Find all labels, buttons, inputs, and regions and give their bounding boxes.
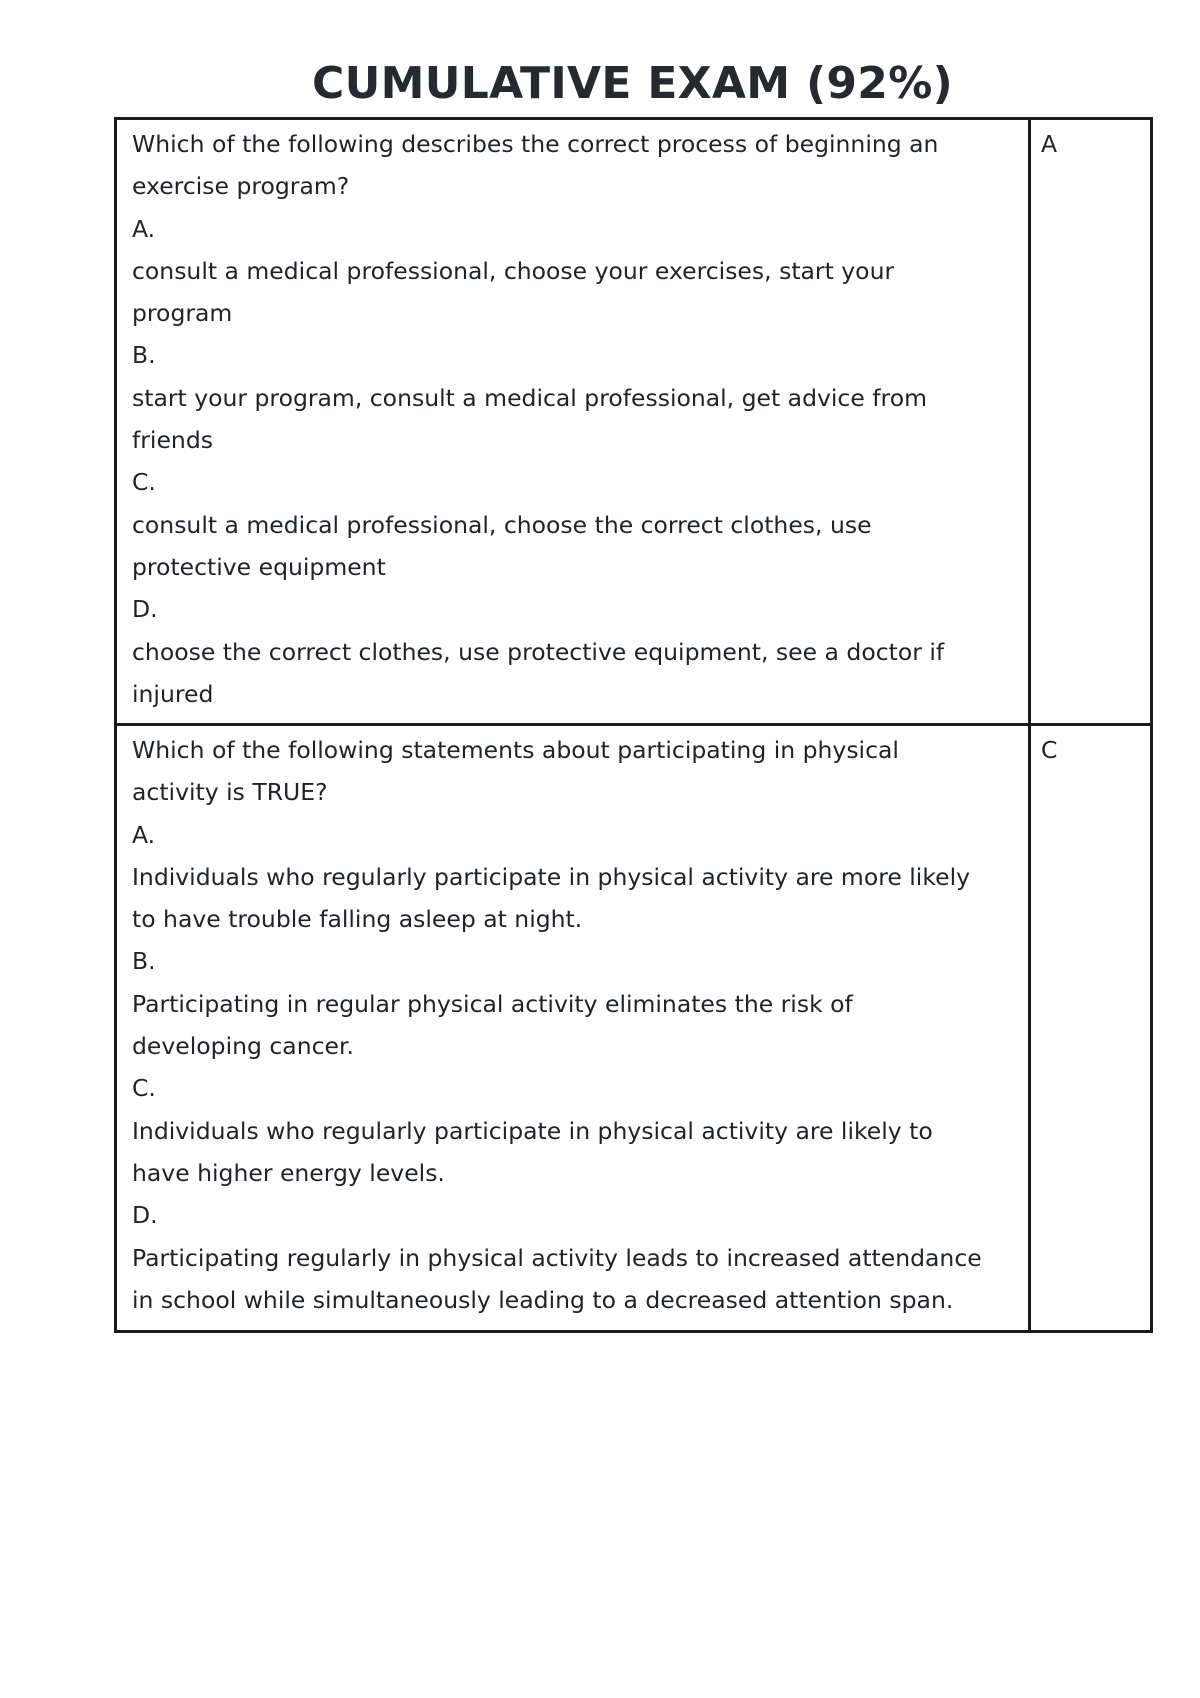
option-text: injured bbox=[132, 679, 214, 708]
option-label: A. bbox=[132, 820, 156, 849]
option-text: protective equipment bbox=[132, 552, 386, 581]
question-text: exercise program? bbox=[132, 172, 350, 201]
exam-table bbox=[114, 117, 1153, 1333]
option-text: choose the correct clothes, use protective equipment, see a doctor if bbox=[132, 637, 945, 666]
option-text: have higher energy levels. bbox=[132, 1158, 445, 1187]
question-text: activity is TRUE? bbox=[132, 778, 328, 807]
option-label: D. bbox=[132, 1201, 158, 1230]
option-text: Individuals who regularly participate in physical activity are likely to bbox=[132, 1116, 933, 1145]
answer-cell bbox=[1030, 119, 1152, 725]
question-cell bbox=[116, 119, 1030, 725]
option-text: friends bbox=[132, 426, 213, 455]
answer-letter: A bbox=[1041, 130, 1058, 158]
question-text: Which of the following describes the correct process of beginning an bbox=[132, 130, 939, 158]
option-text: in school while simultaneously leading to a decreased attention span. bbox=[132, 1285, 954, 1314]
answer-cell bbox=[1030, 725, 1152, 1332]
page-title: CUMULATIVE EXAM (92%) bbox=[312, 58, 953, 109]
table-row bbox=[116, 119, 1152, 725]
option-label: B. bbox=[132, 947, 156, 976]
option-text: Participating in regular physical activity eliminates the risk of bbox=[132, 989, 853, 1018]
option-label: B. bbox=[132, 341, 156, 370]
option-label: A. bbox=[132, 214, 156, 243]
option-label: D. bbox=[132, 595, 158, 624]
option-text: Individuals who regularly participate in physical activity are more likely bbox=[132, 862, 971, 891]
option-label: C. bbox=[132, 468, 156, 497]
table-row bbox=[116, 725, 1152, 1332]
option-text: developing cancer. bbox=[132, 1032, 354, 1061]
option-text: start your program, consult a medical professional, get advice from bbox=[132, 383, 927, 412]
option-text: to have trouble falling asleep at night. bbox=[132, 905, 583, 934]
answer-letter: C bbox=[1041, 736, 1058, 764]
option-text: Participating regularly in physical activity leads to increased attendance bbox=[132, 1243, 982, 1272]
option-label: C. bbox=[132, 1074, 156, 1103]
question-cell bbox=[116, 725, 1030, 1332]
option-text: consult a medical professional, choose your exercises, start your bbox=[132, 256, 895, 285]
option-text: program bbox=[132, 299, 233, 328]
question-text: Which of the following statements about participating in physical bbox=[132, 736, 899, 764]
option-text: consult a medical professional, choose the correct clothes, use bbox=[132, 510, 872, 539]
